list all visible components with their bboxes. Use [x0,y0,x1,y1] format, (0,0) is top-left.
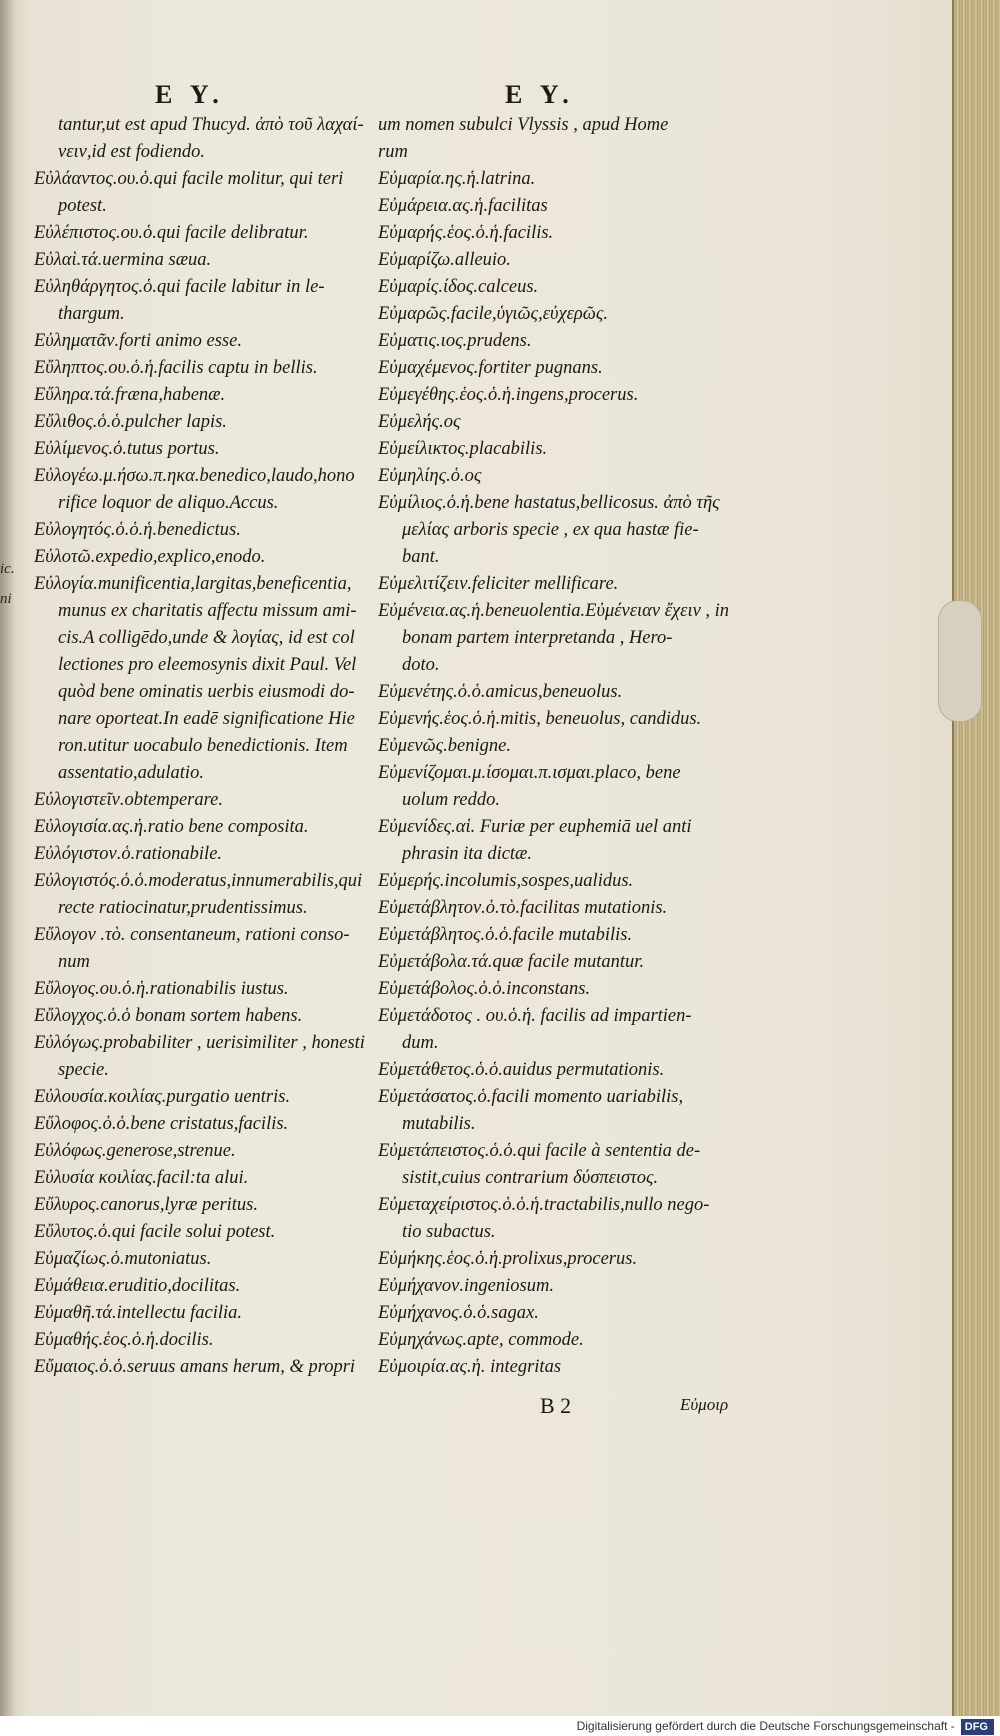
text-line: Εὐλάαντος.ου.ὁ.qui facile molitur, qui teri [34,169,344,189]
running-head-left: E Y. [155,80,225,109]
text-line: ron.utitur uocabulo benedictionis. Item [58,736,348,756]
text-line: Εὐμετάβολα.τά.quæ facile mutantur. [378,952,645,972]
text-line: Εὐλόφως.generose,strenue. [34,1141,236,1161]
text-line: Εὐματις.ιος.prudens. [378,331,532,351]
text-line: potest. [58,196,107,216]
text-line: Εὐμετάβολος.ὁ.ὁ.inconstans. [378,979,591,999]
gutter-shadow [0,0,14,1736]
text-line: doto. [402,655,440,675]
text-line: Εὐμίλιος.ὁ.ἡ.bene hastatus,bellicosus. ἀπὸ τῆς [378,493,720,513]
text-line: Εὐμενίζομαι.μ.ίσομαι.π.ισμαι.placo, bene [378,763,681,783]
running-head-right: E Y. [505,80,575,109]
text-line: Εὐμαρίς.ίδος.calceus. [378,277,539,297]
text-line: rifice loquor de aliquo.Accus. [58,493,279,513]
text-line: Εὔμαιος.ὁ.ὁ.seruus amans herum, & propri [34,1357,356,1377]
text-line: Εὔλογχος.ὁ.ὁ bonam sortem habens. [34,1006,303,1026]
text-line: bant. [402,547,440,567]
text-line: Εὐμελιτίζειν.feliciter mellificare. [378,574,619,594]
text-line: Εὐλέπιστος.ου.ὁ.qui facile delibratur. [34,223,309,243]
text-line: Εὐμηλίης.ὁ.ος [378,466,482,486]
fore-edge [952,0,1000,1736]
text-line: νειν,id est fodiendo. [58,142,206,162]
text-line: Εὐμαρίζω.alleuio. [378,250,511,270]
text-line: Εὐμαχέμενος.fortiter pugnans. [378,358,603,378]
text-line: Εὐμερής.incolumis,sospes,ualidus. [378,871,634,891]
text-line: Εὐμενής.ἑος.ὁ.ἡ.mitis, beneuolus, candidus. [378,709,702,729]
text-line: um nomen subulci Vlyssis , apud Home [378,115,669,135]
text-line: Εὐλογητός.ὁ.ὁ.ἡ.benedictus. [34,520,241,540]
text-line: Εὔλυρος.canorus,lyræ peritus. [34,1195,259,1215]
text-line: Εὐμοιρία.ας.ἡ. integritas [378,1357,562,1377]
text-line: Εὐμαθῆ.τά.intellectu facilia. [34,1303,242,1323]
text-line: Εὐμενίδες.αἱ. Furiæ per euphemiā uel anti [378,817,692,837]
digitization-banner [0,1716,1000,1736]
text-line: rum [378,142,408,162]
clasp-mark [938,600,982,722]
left-column [34,112,374,1381]
text-line: Εὐλουσία.κοιλίας.purgatio uentris. [34,1087,291,1107]
text-line: Εὐλογιστός.ὁ.ὁ.moderatus,innumerabilis,qui [34,871,363,891]
text-line: mutabilis. [402,1114,476,1134]
text-line: Εὐλίμενος.ὁ.tutus portus. [34,439,220,459]
text-line: μελίας arboris specie , ex qua hastæ fie- [402,520,699,540]
catchword: Εὐμοιρ [680,1395,729,1414]
right-column [378,112,730,1381]
text-line: dum. [402,1033,439,1053]
text-line: munus ex charitatis affectu missum ami- [58,601,357,621]
text-line: Εὔληρα.τά.fræna,habenæ. [34,385,226,405]
text-line: recte ratiocinatur,prudentissimus. [58,898,308,918]
text-line: Εὐμετάθετος.ὁ.ὁ.auidus permutationis. [378,1060,665,1080]
margin-scrap-2: ni [0,591,12,607]
text-line: tio subactus. [402,1222,496,1242]
text-line: Εὐμεταχείριστος.ὁ.ὁ.ἡ.tractabilis,nullo nego- [378,1195,710,1215]
text-line: assentatio,adulatio. [58,763,204,783]
text-line: Εὐμετάδοτος . ου.ὁ.ἡ. facilis ad impartien- [378,1006,692,1026]
text-line: Εὐμηχάνως.apte, commode. [378,1330,584,1350]
text-line: Εὔλοφος.ὁ.ὁ.bene cristatus,facilis. [34,1114,289,1134]
text-line: nare oporteat.In eadē significatione Hie [58,709,355,729]
text-line: Εὔλογον .τὸ. consentaneum, rationi conso- [34,925,350,945]
text-line: Εὐμαρής.ἑος.ὁ.ἡ.facilis. [378,223,554,243]
text-line: Εὐλογισία.ας.ἡ.ratio bene composita. [34,817,309,837]
text-line: Εὐμενῶς.benigne. [378,736,511,756]
text-line: Εὐμαθής.ἑος.ὁ.ἡ.docilis. [34,1330,214,1350]
text-line: Εὐλοτῶ.expedio,explico,enodo. [34,547,266,567]
text-line: lectiones pro eleemosynis dixit Paul. Vel [58,655,357,675]
text-line: Εὔλογος.ου.ὁ.ἡ.rationabilis iustus. [34,979,289,999]
text-line: Εὐλογιστεῖν.obtemperare. [34,790,223,810]
text-line: Εὔλυτος.ὁ.qui facile solui potest. [34,1222,276,1242]
text-line: cis.A colligēdo,unde & λογίας, id est col [58,628,355,648]
text-line: Εὐληθάργητος.ὁ.qui facile labitur in le- [34,277,325,297]
text-line: Εὐμήχανος.ὁ.ὁ.sagax. [378,1303,539,1323]
text-line: Εὐμάθεια.eruditio,docilitas. [34,1276,241,1296]
text-line: Εὐλογία.munificentia,largitas,beneficentia, [34,574,352,594]
text-line: Εὔληπτος.ου.ὁ.ἡ.facilis captu in bellis. [34,358,318,378]
text-line: Εὐμετάπειστος.ὁ.ὁ.qui facile à sententia de- [378,1141,701,1161]
margin-scrap-1: ic. [0,561,15,577]
text-line: num [58,952,90,972]
text-line: Εὔλιθος.ὁ.ὁ.pulcher lapis. [34,412,227,432]
text-line: Εὐμενέτης.ὁ.ὁ.amicus,beneuolus. [378,682,623,702]
text-line: phrasin ita dictæ. [402,844,533,864]
text-line: Εὐμένεια.ας.ἡ.beneuolentia.Εὐμένειαν ἔχειν , in [378,601,730,621]
text-line: Εὐλαὶ.τά.uermina sæua. [34,250,212,270]
text-line: Εὐμαζίως.ὁ.mutoniatus. [34,1249,212,1269]
text-line: Εὐμείλικτος.placabilis. [378,439,548,459]
text-line: quòd bene ominatis uerbis eiusmodi do- [58,682,355,702]
text-line: Εὐλόγιστον.ὁ.rationabile. [34,844,223,864]
text-line: Εὐμήχανον.ingeniosum. [378,1276,554,1296]
text-line: sistit,cuius contrarium δύσπειστος. [402,1168,659,1188]
text-line: Εὐμάρεια.ας.ἡ.facilitas [378,196,548,216]
text-line: Εὐμετάβλητον.ὁ.τὸ.facilitas mutationis. [378,898,668,918]
text-line: Εὐμήκης.ἑος.ὁ.ἡ.prolixus,procerus. [378,1249,638,1269]
text-line: Εὐληματᾶν.forti animo esse. [34,331,242,351]
text-line: Εὐμαρῶς.facile,ὑγιῶς,εὐχερῶς. [378,304,608,324]
signature-mark: B 2 [540,1393,572,1418]
text-line: Εὐμετάβλητος.ὁ.ὁ.facile mutabilis. [378,925,633,945]
text-line: Εὐλόγως.probabiliter , uerisimiliter , honesti [34,1033,365,1053]
dfg-logo: DFG [961,1719,994,1735]
text-line: thargum. [58,304,125,324]
text-line: Εὐλογέω.μ.ήσω.π.ηκα.benedico,laudo,hono [34,466,355,486]
text-line: specie. [58,1060,109,1080]
text-line: bonam partem interpretanda , Hero- [402,628,673,648]
text-line: tantur,ut est apud Thucyd. ἀπὸ τοῦ λαχαί- [58,115,364,135]
text-line: Εὐλυσία κοιλίας.facil:ta alui. [34,1168,249,1188]
text-line: uolum reddo. [402,790,500,810]
text-line: Εὐμεγέθης.ἑος.ὁ.ἡ.ingens,procerus. [378,385,639,405]
text-line: Εὐμελής.ος [378,412,461,432]
banner-text: Digitalisierung gefördert durch die Deutsche Forschungsgemeinschaft - [576,1719,955,1733]
text-line: Εὐμαρία.ης.ἡ.latrina. [378,169,536,189]
text-line: Εὐμετάσατος.ὁ.facili momento uariabilis, [378,1087,684,1107]
